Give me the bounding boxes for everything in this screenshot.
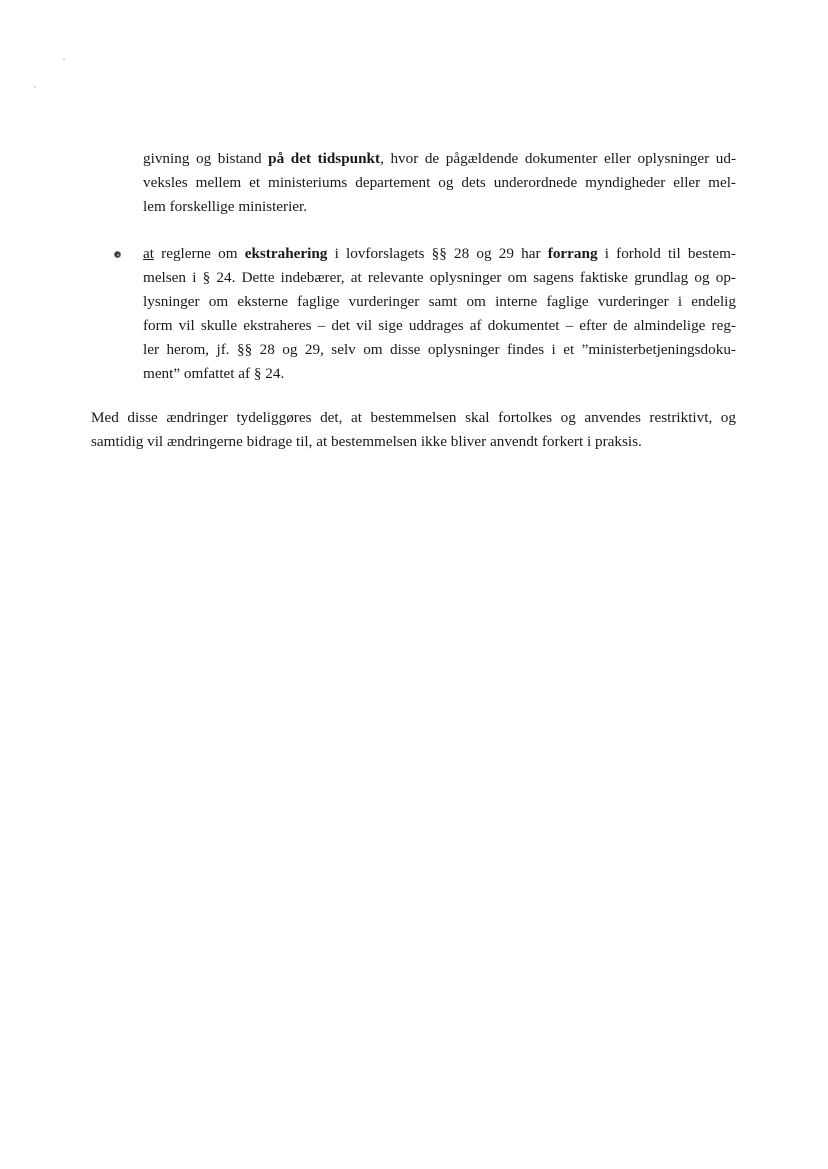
bold-term: forrang [547, 245, 598, 262]
paragraph1-line2: veksles mellem et ministeriums departement og dets underordnede myndigheder eller mel- [143, 174, 736, 191]
text-segment: i lovforslagets §§ 28 og 29 har [327, 245, 548, 262]
paragraph1-line1 [143, 150, 736, 168]
text-segment: i forhold til bestem- [597, 245, 736, 262]
bold-phrase: på det tidspunkt [268, 150, 381, 167]
bullet-line5: ler herom, jf. §§ 28 og 29, selv om disse oplysninger findes i et ”ministerbetjeningsdoku- [143, 341, 736, 358]
paragraph2-line2: samtidig vil ændringerne bidrage til, at bestemmelsen ikke bliver anvendt forkert i praksis. [91, 433, 642, 450]
scan-speck [34, 86, 36, 88]
paragraph1-line3: lem forskellige ministerier. [143, 198, 308, 215]
bullet-point-icon [114, 251, 121, 258]
bullet-line1 [143, 245, 736, 263]
text-segment: givning og bistand [143, 150, 269, 167]
bold-term: ekstrahering [244, 245, 328, 262]
scan-speck [63, 58, 65, 60]
underlined-word: at [143, 245, 154, 262]
paragraph2-line1: Med disse ændringer tydeliggøres det, at bestemmelsen skal fortolkes og anvendes restriktivt, og [91, 409, 736, 426]
bullet-line6: ment” omfattet af § 24. [143, 365, 285, 382]
bullet-line2: melsen i § 24. Dette indebærer, at relevante oplysninger om sagens faktiske grundlag og op- [143, 269, 736, 286]
text-segment: reglerne om [153, 245, 245, 262]
text-segment: , hvor de pågældende dokumenter eller oplysninger ud- [380, 150, 737, 167]
bullet-line4: form vil skulle ekstraheres – det vil sige uddrages af dokumentet – efter de almindelige reg- [143, 317, 736, 334]
bullet-line3: lysninger om eksterne faglige vurderinger samt om interne faglige vurderinger i endelig [143, 293, 736, 310]
